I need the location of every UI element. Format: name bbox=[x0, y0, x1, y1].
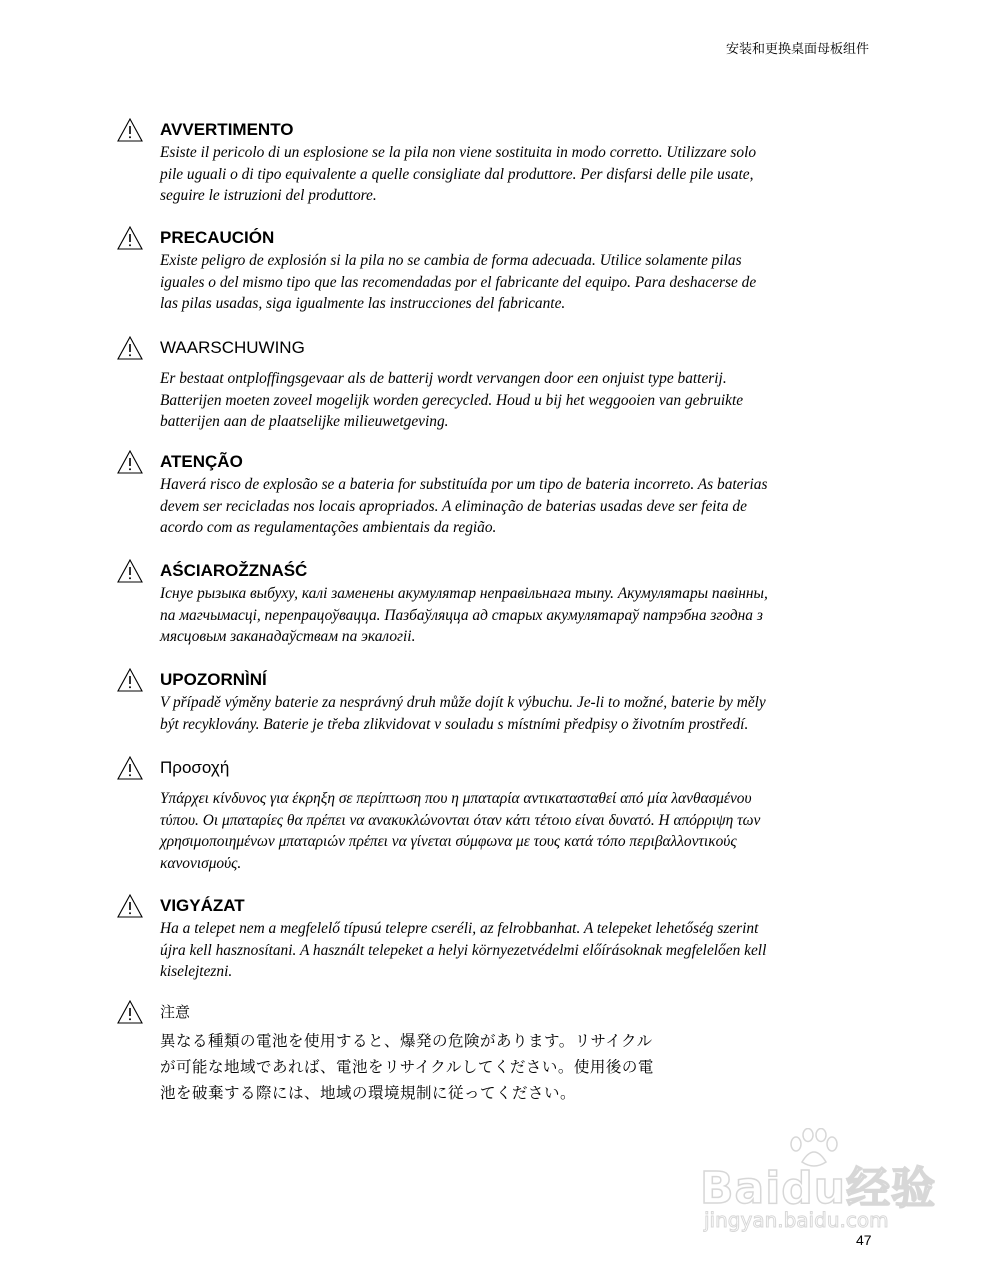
warning-triangle-icon bbox=[117, 336, 143, 360]
warning-text: Existe peligro de explosión si la pila no se cambia de forma adecuada. Utilice solamente pilas iguales o del mismo tipo que las recomendadas por el fabricante del equipo. Para deshacerse de las pilas usadas, siga igualmente las instrucciones del fabricante. bbox=[160, 252, 757, 312]
warning-triangle-icon bbox=[117, 894, 143, 918]
warning-text: Існуе рызыка выбуху, калі заменены акумулятар неправільнага тыпу. Акумулятары павінны, па магчымасці, перепрацоўвацца. Пазбаўляцца ад старых акумулятараў патрэбна згодна з мясцовым заканадаўствам па экалогіі. bbox=[160, 585, 768, 645]
warning-triangle-icon bbox=[117, 118, 143, 142]
warning-text: Ha a telepet nem a megfelelő típusú telepre cseréli, az felrobbanhat. A telepeket lehetőség szerint újra kell hasznosítani. A használt telepeket a helyi környezetvédelmi előírásoknak megfelelően kell kiselejtezni. bbox=[160, 920, 767, 980]
warning-title: AVVERTIMENTO bbox=[160, 120, 294, 139]
warning-title: Προσοχή bbox=[160, 758, 230, 777]
warning-triangle-icon bbox=[117, 450, 143, 474]
warning-belarusian bbox=[115, 559, 875, 666]
page-header: 安装和更换桌面母板组件 bbox=[725, 42, 869, 57]
warning-triangle-icon bbox=[117, 226, 143, 250]
warning-spanish bbox=[115, 226, 875, 334]
warning-triangle-icon bbox=[117, 668, 143, 692]
watermark-logo: Baidu经验 bbox=[700, 1163, 937, 1214]
warning-triangle-icon bbox=[117, 756, 143, 780]
warning-text: 異なる種類の電池を使用すると、爆発の危険があります。リサイクル が可能な地域であれば、電池をリサイクルしてください。使用後の電 池を破棄する際には、地域の環境規制に従ってください。 bbox=[160, 1032, 654, 1102]
warning-title: PRECAUCIÓN bbox=[160, 228, 275, 247]
baidu-watermark bbox=[700, 1128, 940, 1238]
warning-triangle-icon bbox=[117, 559, 143, 583]
warning-portuguese bbox=[115, 450, 875, 557]
warning-text: V případě výměny baterie za nesprávný druh může dojít k výbuchu. Je-li to možné, baterie by měly být recyklovány. Baterie je třeba zlikvidovat v souladu s místními předpisy o životním prostředí. bbox=[160, 694, 766, 733]
page-number: 47 bbox=[856, 1232, 872, 1248]
warning-text: Haverá risco de explosão se a bateria for substituída por um tipo de bateria incorreto. As baterias devem ser recicladas nos locais apropriados. A eliminação de baterias usadas deve ser feita de acordo com as regulamentações ambientais da região. bbox=[160, 476, 768, 536]
warning-greek bbox=[115, 756, 875, 892]
warning-text: Esiste il pericolo di un esplosione se la pila non viene sostituita in modo corretto. Utilizzare solo pile uguali o di tipo equivalente a quelle consigliate dal produttore. Per disfarsi delle pile usate, seguire le istruzioni del produttore. bbox=[160, 144, 757, 204]
warning-title: VIGYÁZAT bbox=[160, 896, 245, 915]
warning-triangle-icon bbox=[117, 1000, 143, 1024]
warning-hungarian bbox=[115, 894, 875, 998]
warning-title: 注意 bbox=[160, 1003, 191, 1021]
warnings-list bbox=[115, 116, 875, 1110]
watermark-url: jingyan.baidu.com bbox=[704, 1208, 889, 1232]
warning-text: Υπάρχει κίνδυνος για έκρηξη σε περίπτωση που η μπαταρία αντικατασταθεί από μία λανθασμένου τύπου. Οι μπαταρίες θα πρέπει να ανακυκλώνονται όταν κάτι τέτοιο είναι δυνατό. Η απόρριψη των χρησιμοποιημένων μπαταριών πρέπει να γίνεται σύμφωνα με τους κατά τόπο περιβαλλοντικούς κανονισμούς. bbox=[160, 790, 761, 872]
warning-italian bbox=[115, 118, 875, 224]
warning-dutch bbox=[115, 336, 875, 448]
warning-text: Er bestaat ontploffingsgevaar als de batterij wordt vervangen door een onjuist type batterij. Batterijen moeten zoveel mogelijk worden gerecycled. Houd u bij het weggooien van gebruikte batterijen aan de plaatselijke milieuwetgeving. bbox=[160, 370, 744, 430]
warning-title: WAARSCHUWING bbox=[160, 338, 305, 357]
warning-japanese bbox=[115, 1000, 875, 1110]
warning-title: ATENÇÃO bbox=[160, 452, 243, 471]
warning-czech bbox=[115, 668, 875, 754]
warning-title: AŚCIAROŽZNAŚĆ bbox=[160, 561, 308, 580]
warning-title: UPOZORNÌNÍ bbox=[160, 670, 267, 689]
